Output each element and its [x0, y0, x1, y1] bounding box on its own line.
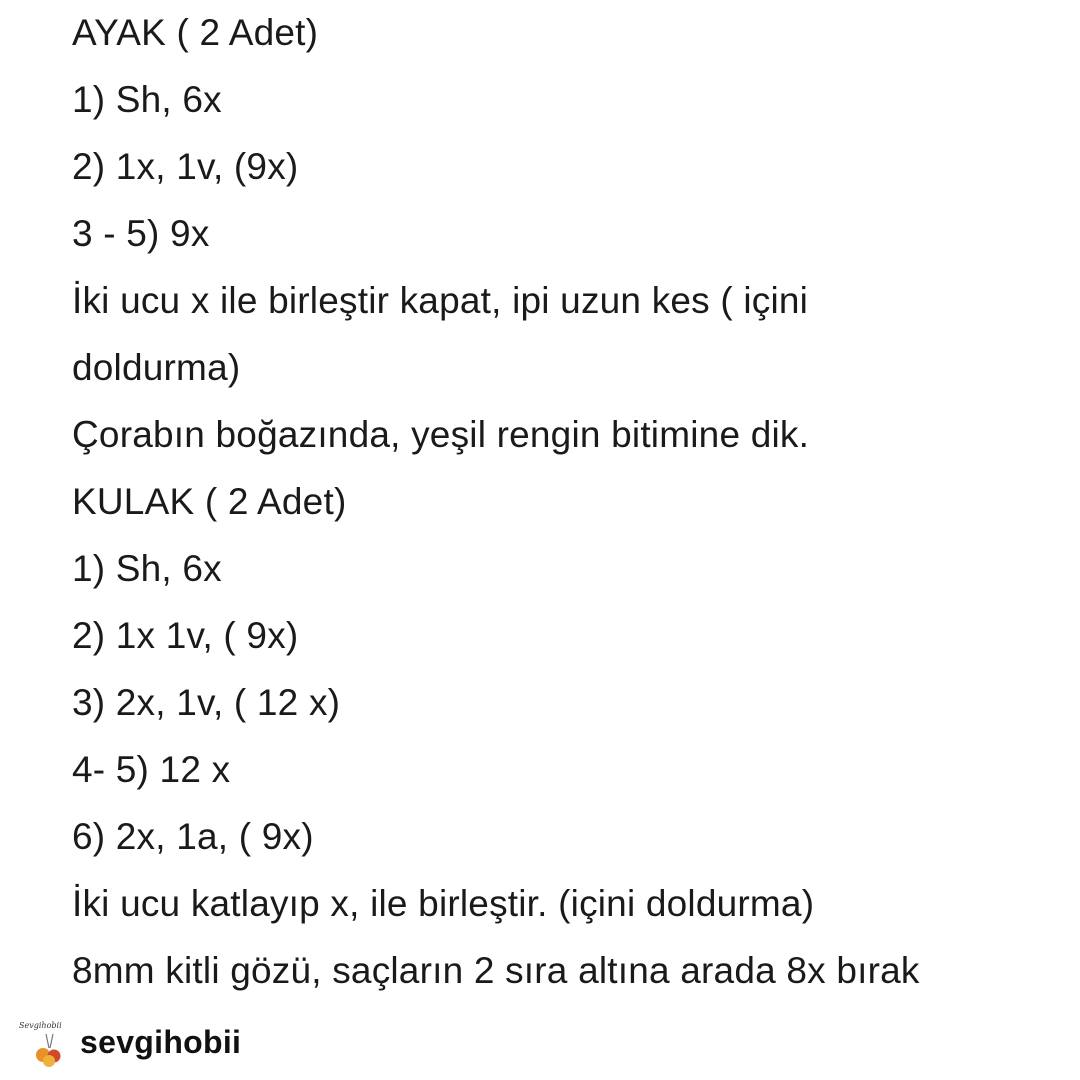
text-line: 2) 1x, 1v, (9x)	[72, 146, 299, 187]
account-handle[interactable]: sevgihobii	[80, 1024, 242, 1060]
yarn-logo-icon	[16, 1020, 76, 1070]
text-line: 6) 2x, 1a, ( 9x)	[72, 816, 314, 857]
account-footer	[16, 1020, 416, 1070]
text-line: 2) 1x 1v, ( 9x)	[72, 615, 299, 656]
text-line: KULAK ( 2 Adet)	[72, 481, 347, 522]
text-line: 4- 5) 12 x	[72, 749, 231, 790]
yarn-balls-icon	[16, 1020, 76, 1070]
text-line: AYAK ( 2 Adet)	[72, 12, 319, 53]
text-line: 3) 2x, 1v, ( 12 x)	[72, 682, 341, 723]
text-line: İki ucu x ile birleştir kapat, ipi uzun kes ( içini	[72, 280, 809, 321]
text-line: 3 - 5) 9x	[72, 213, 210, 254]
text-line: 8mm kitli gözü, saçların 2 sıra altına arada 8x bırak	[72, 950, 920, 991]
logo-text: Sevgihobii	[19, 1021, 62, 1030]
text-line: doldurma)	[72, 347, 241, 388]
text-line: İki ucu katlayıp x, ile birleştir. (içini doldurma)	[72, 883, 815, 924]
text-line: Çorabın boğazında, yeşil rengin bitimine dik.	[72, 414, 810, 455]
text-line: 1) Sh, 6x	[72, 79, 222, 120]
text-line: 1) Sh, 6x	[72, 548, 222, 589]
